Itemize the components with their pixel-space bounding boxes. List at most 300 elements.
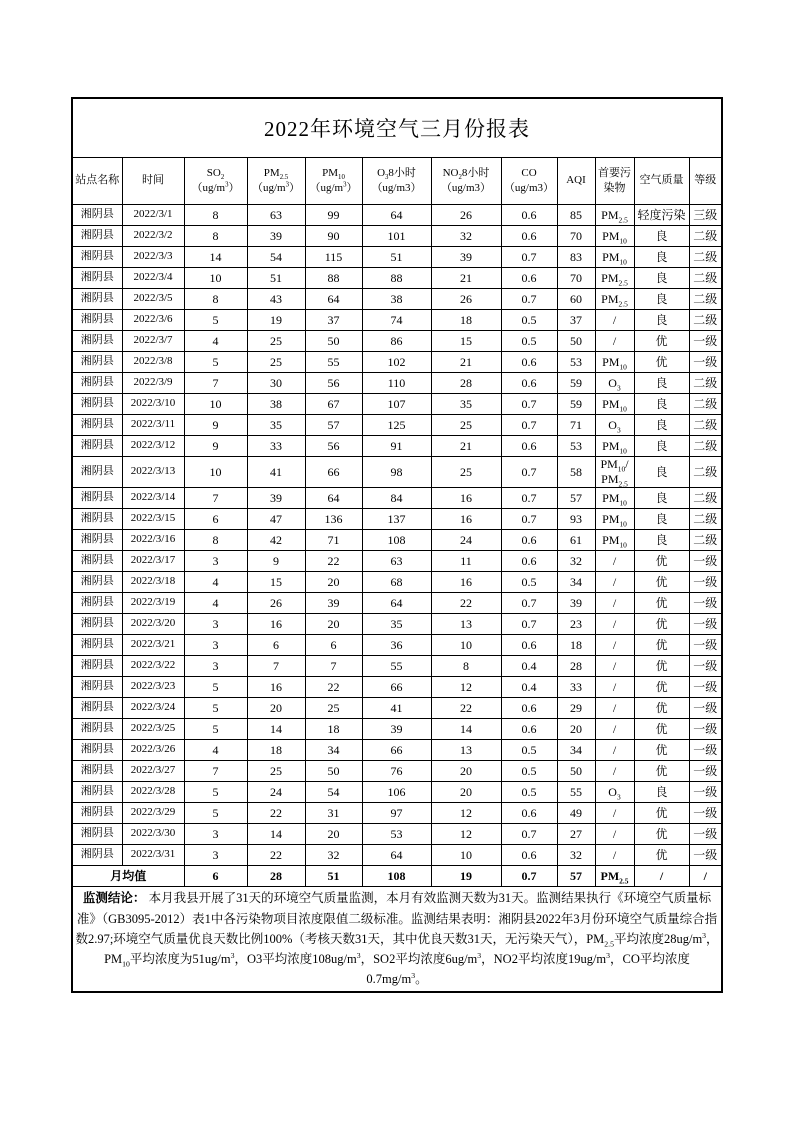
- column-header-pm25: $PM_{2.5}$ $(ug/m^3)$: [247, 158, 305, 205]
- cell-co: 0.6: [501, 436, 557, 457]
- cell-pm10: 50: [305, 761, 362, 782]
- monthly-average-row: [72, 866, 722, 887]
- cell-co: 0.6: [501, 268, 557, 289]
- cell-aqi: 50: [557, 331, 595, 352]
- cell-pm10: 39: [305, 593, 362, 614]
- table-row: [72, 331, 722, 352]
- table-row: [72, 226, 722, 247]
- cell-grade: 二级: [689, 289, 722, 310]
- cell-quality: 优: [634, 740, 689, 761]
- cell-pm25: 33: [247, 436, 305, 457]
- summary-cell-so2: 6: [184, 866, 247, 887]
- table-row: [72, 740, 722, 761]
- table-row: [72, 719, 722, 740]
- cell-o3: 35: [362, 614, 431, 635]
- column-header-primary_pollutant: 首要污染物: [595, 158, 634, 205]
- table-row: [72, 635, 722, 656]
- cell-no2: 25: [431, 415, 501, 436]
- cell-no2: 14: [431, 719, 501, 740]
- cell-date: 2022/3/13: [122, 457, 184, 488]
- cell-pollutant: /: [595, 677, 634, 698]
- cell-o3: 38: [362, 289, 431, 310]
- cell-co: 0.7: [501, 289, 557, 310]
- cell-pm10: 64: [305, 488, 362, 509]
- cell-aqi: 20: [557, 719, 595, 740]
- cell-aqi: 50: [557, 761, 595, 782]
- column-header-no2_8h: $NO_28$小时 （ug/m3）: [431, 158, 501, 205]
- cell-pm10: 88: [305, 268, 362, 289]
- cell-date: 2022/3/10: [122, 394, 184, 415]
- cell-quality: 优: [634, 352, 689, 373]
- cell-pollutant: $PM_{10}$: [595, 488, 634, 509]
- table-row: [72, 551, 722, 572]
- cell-no2: 8: [431, 656, 501, 677]
- cell-pm25: 7: [247, 656, 305, 677]
- cell-pollutant: $PM_{10}$: [595, 352, 634, 373]
- conclusion-label: 监测结论：: [82, 891, 146, 906]
- cell-so2: 5: [184, 698, 247, 719]
- table-row: [72, 677, 722, 698]
- summary-cell-pollutant: $PM_{2.5}$: [595, 866, 634, 887]
- cell-pm10: 136: [305, 509, 362, 530]
- summary-cell-grade: /: [689, 866, 722, 887]
- cell-pollutant: /: [595, 824, 634, 845]
- cell-pollutant: /: [595, 614, 634, 635]
- table-row: [72, 436, 722, 457]
- cell-station: 湘阴县: [72, 572, 122, 593]
- table-row: [72, 593, 722, 614]
- cell-quality: 优: [634, 551, 689, 572]
- cell-so2: 9: [184, 436, 247, 457]
- cell-no2: 13: [431, 614, 501, 635]
- cell-co: 0.7: [501, 509, 557, 530]
- cell-co: 0.5: [501, 782, 557, 803]
- cell-station: 湘阴县: [72, 509, 122, 530]
- cell-o3: 98: [362, 457, 431, 488]
- cell-grade: 二级: [689, 509, 722, 530]
- cell-date: 2022/3/18: [122, 572, 184, 593]
- cell-o3: 125: [362, 415, 431, 436]
- cell-o3: 74: [362, 310, 431, 331]
- cell-aqi: 85: [557, 205, 595, 226]
- cell-grade: 二级: [689, 530, 722, 551]
- cell-quality: 良: [634, 509, 689, 530]
- cell-o3: 101: [362, 226, 431, 247]
- table-row: [72, 845, 722, 866]
- cell-quality: 良: [634, 415, 689, 436]
- cell-quality: 良: [634, 289, 689, 310]
- cell-quality: 良: [634, 310, 689, 331]
- cell-pm10: 32: [305, 845, 362, 866]
- cell-aqi: 32: [557, 845, 595, 866]
- cell-quality: 良: [634, 436, 689, 457]
- cell-aqi: 59: [557, 373, 595, 394]
- cell-grade: 三级: [689, 205, 722, 226]
- cell-co: 0.7: [501, 488, 557, 509]
- cell-so2: 4: [184, 572, 247, 593]
- table-row: [72, 394, 722, 415]
- cell-station: 湘阴县: [72, 782, 122, 803]
- cell-co: 0.5: [501, 572, 557, 593]
- cell-quality: 优: [634, 803, 689, 824]
- cell-grade: 一级: [689, 719, 722, 740]
- cell-pm25: 20: [247, 698, 305, 719]
- cell-no2: 18: [431, 310, 501, 331]
- title-row: [72, 98, 722, 158]
- cell-quality: 优: [634, 824, 689, 845]
- table-row: [72, 761, 722, 782]
- cell-o3: 91: [362, 436, 431, 457]
- cell-co: 0.6: [501, 226, 557, 247]
- cell-aqi: 18: [557, 635, 595, 656]
- cell-station: 湘阴县: [72, 488, 122, 509]
- cell-aqi: 49: [557, 803, 595, 824]
- cell-pm10: 7: [305, 656, 362, 677]
- conclusion-row: [72, 887, 722, 993]
- cell-station: 湘阴县: [72, 824, 122, 845]
- cell-so2: 5: [184, 677, 247, 698]
- cell-co: 0.5: [501, 331, 557, 352]
- cell-aqi: 37: [557, 310, 595, 331]
- cell-so2: 3: [184, 551, 247, 572]
- cell-pollutant: /: [595, 719, 634, 740]
- cell-quality: 良: [634, 247, 689, 268]
- cell-aqi: 34: [557, 740, 595, 761]
- cell-pollutant: /: [595, 761, 634, 782]
- cell-pollutant: /: [595, 331, 634, 352]
- table-row: [72, 614, 722, 635]
- table-row: [72, 373, 722, 394]
- cell-o3: 137: [362, 509, 431, 530]
- cell-so2: 8: [184, 289, 247, 310]
- cell-aqi: 28: [557, 656, 595, 677]
- cell-no2: 12: [431, 803, 501, 824]
- cell-grade: 一级: [689, 782, 722, 803]
- cell-pm10: 6: [305, 635, 362, 656]
- cell-station: 湘阴县: [72, 310, 122, 331]
- table-row: [72, 803, 722, 824]
- cell-o3: 39: [362, 719, 431, 740]
- cell-station: 湘阴县: [72, 247, 122, 268]
- cell-quality: 良: [634, 373, 689, 394]
- cell-date: 2022/3/20: [122, 614, 184, 635]
- table-row: [72, 509, 722, 530]
- table-row: [72, 698, 722, 719]
- cell-pollutant: /: [595, 551, 634, 572]
- cell-so2: 10: [184, 457, 247, 488]
- cell-station: 湘阴县: [72, 205, 122, 226]
- cell-pm10: 67: [305, 394, 362, 415]
- table-row: [72, 656, 722, 677]
- cell-o3: 102: [362, 352, 431, 373]
- cell-so2: 5: [184, 310, 247, 331]
- cell-grade: 一级: [689, 572, 722, 593]
- table-row: [72, 352, 722, 373]
- cell-grade: 一级: [689, 352, 722, 373]
- column-header-aqi: AQI: [557, 158, 595, 205]
- cell-quality: 优: [634, 593, 689, 614]
- cell-date: 2022/3/8: [122, 352, 184, 373]
- cell-o3: 64: [362, 845, 431, 866]
- cell-aqi: 58: [557, 457, 595, 488]
- cell-co: 0.7: [501, 593, 557, 614]
- cell-pm10: 64: [305, 289, 362, 310]
- cell-date: 2022/3/17: [122, 551, 184, 572]
- cell-station: 湘阴县: [72, 394, 122, 415]
- column-header-time: 时间: [122, 158, 184, 205]
- cell-so2: 3: [184, 845, 247, 866]
- cell-aqi: 61: [557, 530, 595, 551]
- cell-pm10: 20: [305, 824, 362, 845]
- cell-pm10: 20: [305, 614, 362, 635]
- cell-pm10: 54: [305, 782, 362, 803]
- cell-pollutant: $PM_{10}$: [595, 226, 634, 247]
- cell-pm25: 22: [247, 803, 305, 824]
- summary-cell-aqi: 57: [557, 866, 595, 887]
- cell-no2: 21: [431, 352, 501, 373]
- cell-grade: 一级: [689, 593, 722, 614]
- table-header-row: [72, 158, 722, 205]
- cell-date: 2022/3/31: [122, 845, 184, 866]
- cell-grade: 一级: [689, 740, 722, 761]
- cell-grade: 一级: [689, 824, 722, 845]
- cell-pm25: 51: [247, 268, 305, 289]
- column-header-so2: $SO_2$ $(ug/m^3)$: [184, 158, 247, 205]
- cell-station: 湘阴县: [72, 415, 122, 436]
- cell-pm10: 37: [305, 310, 362, 331]
- cell-o3: 55: [362, 656, 431, 677]
- cell-date: 2022/3/4: [122, 268, 184, 289]
- cell-no2: 12: [431, 824, 501, 845]
- cell-no2: 16: [431, 488, 501, 509]
- cell-pm25: 39: [247, 488, 305, 509]
- summary-cell-no2: 19: [431, 866, 501, 887]
- cell-aqi: 93: [557, 509, 595, 530]
- cell-quality: 优: [634, 635, 689, 656]
- cell-pm25: 43: [247, 289, 305, 310]
- cell-quality: 优: [634, 698, 689, 719]
- cell-so2: 4: [184, 331, 247, 352]
- cell-date: 2022/3/5: [122, 289, 184, 310]
- cell-so2: 6: [184, 509, 247, 530]
- table-body: [72, 205, 722, 887]
- cell-pm25: 54: [247, 247, 305, 268]
- cell-pm10: 56: [305, 373, 362, 394]
- cell-pollutant: $PM_{10}/$ $PM_{2.5}$: [595, 457, 634, 488]
- table-row: [72, 289, 722, 310]
- cell-date: 2022/3/7: [122, 331, 184, 352]
- cell-no2: 20: [431, 782, 501, 803]
- table-row: [72, 205, 722, 226]
- cell-date: 2022/3/11: [122, 415, 184, 436]
- cell-so2: 3: [184, 824, 247, 845]
- cell-grade: 二级: [689, 457, 722, 488]
- cell-so2: 3: [184, 614, 247, 635]
- cell-quality: 轻度污染: [634, 205, 689, 226]
- cell-grade: 二级: [689, 247, 722, 268]
- cell-o3: 106: [362, 782, 431, 803]
- table-row: [72, 457, 722, 488]
- cell-quality: 优: [634, 677, 689, 698]
- cell-station: 湘阴县: [72, 740, 122, 761]
- cell-pm25: 25: [247, 761, 305, 782]
- cell-o3: 97: [362, 803, 431, 824]
- cell-pollutant: $PM_{10}$: [595, 530, 634, 551]
- cell-no2: 28: [431, 373, 501, 394]
- cell-pm25: 22: [247, 845, 305, 866]
- cell-co: 0.4: [501, 656, 557, 677]
- cell-grade: 一级: [689, 803, 722, 824]
- cell-station: 湘阴县: [72, 593, 122, 614]
- report-title: 2022年环境空气三月份报表: [72, 98, 722, 158]
- cell-co: 0.6: [501, 551, 557, 572]
- cell-no2: 10: [431, 845, 501, 866]
- cell-aqi: 57: [557, 488, 595, 509]
- cell-co: 0.6: [501, 845, 557, 866]
- cell-pm10: 22: [305, 677, 362, 698]
- cell-co: 0.7: [501, 457, 557, 488]
- cell-pm10: 71: [305, 530, 362, 551]
- summary-cell-pm25: 28: [247, 866, 305, 887]
- cell-station: 湘阴县: [72, 719, 122, 740]
- cell-no2: 35: [431, 394, 501, 415]
- monitoring-conclusion: [72, 887, 722, 993]
- cell-o3: 107: [362, 394, 431, 415]
- cell-pollutant: $PM_{2.5}$: [595, 268, 634, 289]
- summary-cell-co: 0.7: [501, 866, 557, 887]
- column-header-station: 站点名称: [72, 158, 122, 205]
- cell-pm10: 99: [305, 205, 362, 226]
- cell-pm25: 38: [247, 394, 305, 415]
- cell-date: 2022/3/2: [122, 226, 184, 247]
- cell-aqi: 55: [557, 782, 595, 803]
- cell-pm25: 15: [247, 572, 305, 593]
- cell-o3: 76: [362, 761, 431, 782]
- cell-grade: 二级: [689, 373, 722, 394]
- cell-aqi: 59: [557, 394, 595, 415]
- cell-station: 湘阴县: [72, 373, 122, 394]
- cell-aqi: 60: [557, 289, 595, 310]
- cell-o3: 84: [362, 488, 431, 509]
- cell-aqi: 23: [557, 614, 595, 635]
- cell-aqi: 27: [557, 824, 595, 845]
- cell-co: 0.5: [501, 740, 557, 761]
- cell-pm10: 20: [305, 572, 362, 593]
- cell-co: 0.6: [501, 352, 557, 373]
- column-header-o3_8h: $O_38$小时 （ug/m3）: [362, 158, 431, 205]
- table-row: [72, 310, 722, 331]
- cell-co: 0.5: [501, 310, 557, 331]
- cell-quality: 优: [634, 572, 689, 593]
- cell-quality: 优: [634, 845, 689, 866]
- cell-so2: 8: [184, 530, 247, 551]
- cell-date: 2022/3/22: [122, 656, 184, 677]
- cell-grade: 一级: [689, 331, 722, 352]
- cell-no2: 13: [431, 740, 501, 761]
- cell-no2: 21: [431, 268, 501, 289]
- cell-pm25: 41: [247, 457, 305, 488]
- cell-grade: 一级: [689, 698, 722, 719]
- table-row: [72, 268, 722, 289]
- cell-pm10: 56: [305, 436, 362, 457]
- cell-so2: 5: [184, 803, 247, 824]
- cell-quality: 良: [634, 226, 689, 247]
- conclusion-text: 本月我县开展了31天的环境空气质量监测，本月有效监测天数为31天。监测结果执行《环境空气质量标准》（GB3095-2012）表1中各污染物项目浓度限值二级标准。监测结果表明：湘阴县2022年3月份环境空气质量综合指数2.97;环境空气质量优良天数比例100%（考核天数31天，其中优良天数31天，无污染天气），$PM_{2.5}$平均浓度$28ug/m^3$，$PM_{10}$平均浓度为$51ug/m^3$，O3平均浓度$108ug/m^3$，SO2平均浓度$6ug/m^3$，NO2平均浓度$19ug/m^3$，CO平均浓度$0.7mg/m^3$。: [75, 891, 719, 987]
- cell-station: 湘阴县: [72, 289, 122, 310]
- cell-pm25: 14: [247, 719, 305, 740]
- cell-aqi: 32: [557, 551, 595, 572]
- cell-quality: 优: [634, 719, 689, 740]
- cell-co: 0.6: [501, 719, 557, 740]
- cell-so2: 3: [184, 656, 247, 677]
- cell-co: 0.7: [501, 415, 557, 436]
- cell-pm25: 14: [247, 824, 305, 845]
- cell-date: 2022/3/1: [122, 205, 184, 226]
- cell-pollutant: $O_3$: [595, 782, 634, 803]
- cell-co: 0.5: [501, 761, 557, 782]
- cell-no2: 24: [431, 530, 501, 551]
- cell-so2: 10: [184, 268, 247, 289]
- column-header-air_quality: 空气质量: [634, 158, 689, 205]
- cell-pollutant: /: [595, 740, 634, 761]
- cell-pollutant: /: [595, 310, 634, 331]
- cell-no2: 22: [431, 698, 501, 719]
- cell-no2: 22: [431, 593, 501, 614]
- cell-pm25: 24: [247, 782, 305, 803]
- cell-so2: 7: [184, 761, 247, 782]
- cell-pm10: 18: [305, 719, 362, 740]
- cell-station: 湘阴县: [72, 845, 122, 866]
- cell-o3: 41: [362, 698, 431, 719]
- cell-station: 湘阴县: [72, 352, 122, 373]
- cell-date: 2022/3/9: [122, 373, 184, 394]
- column-header-co: CO （ug/m3）: [501, 158, 557, 205]
- cell-quality: 良: [634, 488, 689, 509]
- cell-no2: 26: [431, 289, 501, 310]
- cell-quality: 良: [634, 782, 689, 803]
- cell-quality: 良: [634, 394, 689, 415]
- cell-o3: 68: [362, 572, 431, 593]
- cell-aqi: 29: [557, 698, 595, 719]
- cell-pm10: 90: [305, 226, 362, 247]
- cell-so2: 4: [184, 593, 247, 614]
- cell-grade: 一级: [689, 551, 722, 572]
- cell-station: 湘阴县: [72, 331, 122, 352]
- cell-o3: 53: [362, 824, 431, 845]
- cell-pm25: 35: [247, 415, 305, 436]
- cell-pm25: 39: [247, 226, 305, 247]
- cell-aqi: 53: [557, 352, 595, 373]
- cell-pollutant: /: [595, 656, 634, 677]
- cell-co: 0.6: [501, 373, 557, 394]
- cell-pm25: 26: [247, 593, 305, 614]
- cell-pm25: 30: [247, 373, 305, 394]
- cell-pollutant: $PM_{10}$: [595, 247, 634, 268]
- table-row: [72, 415, 722, 436]
- cell-o3: 86: [362, 331, 431, 352]
- cell-no2: 39: [431, 247, 501, 268]
- cell-station: 湘阴县: [72, 677, 122, 698]
- cell-pollutant: /: [595, 845, 634, 866]
- monthly-average-label: 月均值: [72, 866, 184, 887]
- cell-so2: 3: [184, 635, 247, 656]
- cell-so2: 5: [184, 782, 247, 803]
- cell-date: 2022/3/21: [122, 635, 184, 656]
- cell-quality: 优: [634, 761, 689, 782]
- cell-date: 2022/3/26: [122, 740, 184, 761]
- cell-pollutant: $O_3$: [595, 373, 634, 394]
- cell-quality: 优: [634, 331, 689, 352]
